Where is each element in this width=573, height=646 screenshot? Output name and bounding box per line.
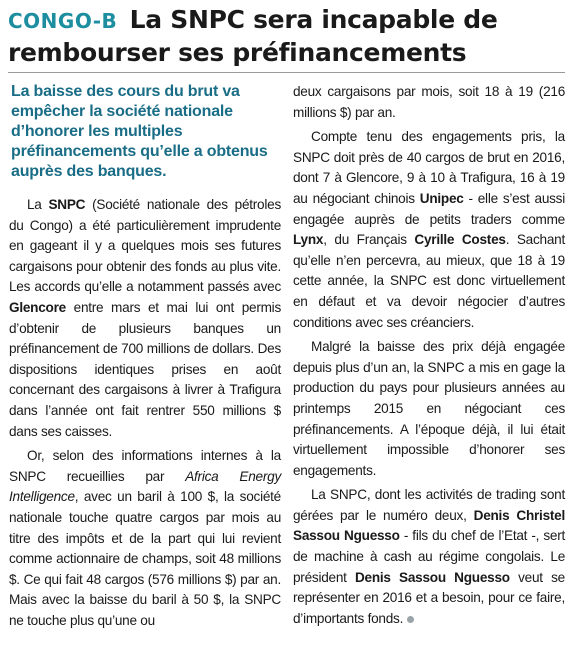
- header-divider: [8, 72, 565, 73]
- column-left: [9, 82, 281, 635]
- kicker-label: CONGO-B: [8, 9, 118, 33]
- body-paragraph-4: Malgré la baisse des prix déjà engagée depuis plus d’un an, la SNPC a mis en gage la production du pays pour plusieurs années au printemps 2015 en négociant ces préfinancements. A l’époque déjà, il lui était virtuellement impossible d’honorer ses engagements.: [293, 339, 565, 478]
- body-paragraph-2-part-2: deux cargaisons par mois, soit 18 à 19 (216 millions $) par an.: [293, 84, 565, 120]
- column-right: [293, 82, 565, 633]
- headline: [8, 4, 568, 68]
- body-paragraph-3: Compte tenu des engagements pris, la SNPC doit près de 40 cargos de brut en 2016, dont 7 à Glencore, 9 à 10 à Trafigura, 16 à 19 au négociant chinois Unipec - elle s’est aussi engagée auprès de petits traders comme Lynx, du Français Cyrille Costes. Sachant qu’elle n’en percevra, au mieux, que 18 à 19 cette année, la SNPC est donc virtuellement en défaut et va devoir négocier d’autres conditions avec ses créanciers.: [293, 129, 565, 330]
- end-of-article-icon: [407, 616, 414, 623]
- headline-text: La SNPC sera incapable de rembourser ses préfinancements: [8, 5, 498, 67]
- lead-paragraph: La baisse des cours du brut va empêcher la société nationale d’honorer les multiples préfinancements qu’elle a obtenus auprès des banques.: [11, 83, 268, 180]
- body-paragraph-2-part-1: Or, selon des informations internes à la SNPC recueillies par Africa Energy Intelligence, avec un baril à 100 $, la société nationale touche quatre cargos par mois au titre des impôts et de la part qui lui revient comme actionnaire de champs, soit 48 millions $. Ce qui fait 48 cargos (576 millions $) par an. Mais avec la baisse du baril à 50 $, la SNPC ne touche plus qu’une ou: [9, 448, 281, 628]
- body-paragraph-1: La SNPC (Société nationale des pétroles du Congo) a été particulièrement imprudente en gageant il y a quelques mois ses futures cargaisons pour obtenir des fonds au plus vite. Les accords qu’elle a notamment passés avec Glencore entre mars et mai lui ont permis d’obtenir de plusieurs banques un préfinancement de 700 millions de dollars. Des dispositions identiques prises en août concernant des cargaisons à livrer à Trafigura dans l’année ont fait rentrer 550 millions $ dans ses caisses.: [9, 197, 281, 439]
- body-paragraph-5: La SNPC, dont les activités de trading sont gérées par le numéro deux, Denis Christel Sassou Nguesso - fils du chef de l’Etat -, sert de machine à cash au régime congolais. Le président Denis Sassou Nguesso veut se représenter en 2016 et a besoin, pour ce faire, d’importants fonds.: [293, 487, 565, 626]
